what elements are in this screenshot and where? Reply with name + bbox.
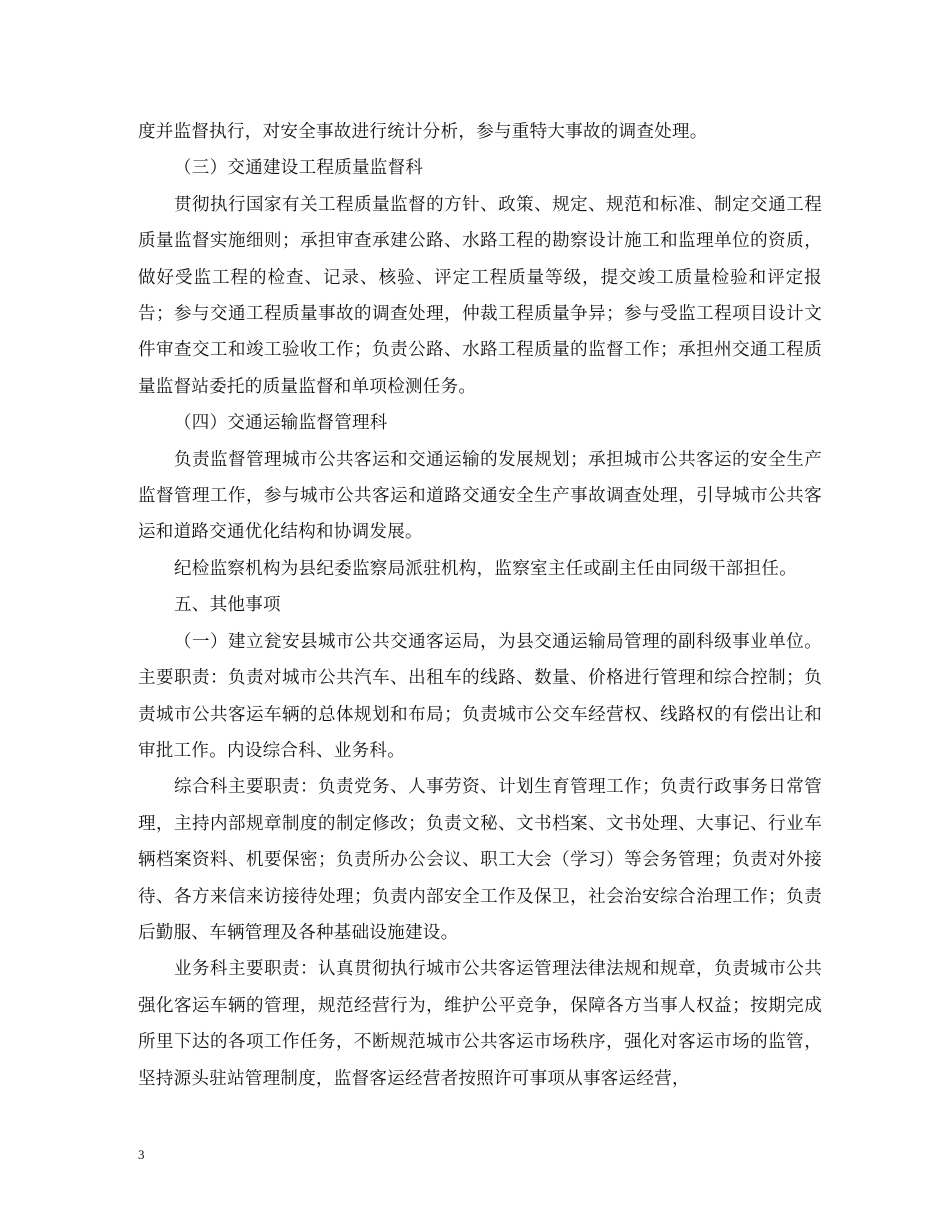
paragraph-quality-supervision-duties: 贯彻执行国家有关工程质量监督的方针、政策、规定、规范和标准、制定交通工程质量监督实施细则；承担审查承建公路、水路工程的勘察设计施工和监理单位的资质，做好受监工程的检查、记录、核验、评定工程质量等级，提交竣工质量检验和评定报告；参与交通工程质量事故的调查处理，仲裁工程质量争异；参与受监工程项目设计文件审查交工和竣工验收工作；负责公路、水路工程质量的监督工作；承担州交通工程质量监督站委托的质量监督和单项检测任务。 [138, 194, 822, 397]
section-heading-other-matters: 五、其他事项 [174, 595, 281, 616]
section-heading-quality-supervision: （三）交通建设工程质量监督科 [174, 158, 424, 179]
paragraph-general-section-duties: 综合科主要职责：负责党务、人事劳资、计划生育管理工作；负责行政事务日常管理，主持内部规章制度的制定修改；负责文秘、文书档案、文书处理、大事记、行业车辆档案资料、机要保密；负责所办公会议、职工大会（学习）等会务管理；负责对外接待、各方来信来访接待处理；负责内部安全工作及保卫，社会治安综合治理工作；负责后勤服、车辆管理及各种基础设施建设。 [138, 777, 822, 943]
section-heading-transport-supervision: （四）交通运输监督管理科 [174, 413, 388, 434]
paragraph-discipline-inspection: 纪检监察机构为县纪委监察局派驻机构，监察室主任或副主任由同级干部担任。 [174, 558, 797, 579]
paragraph-public-transport-bureau: （一）建立瓮安县城市公共交通客运局，为县交通运输局管理的副科级事业单位。主要职责：负责对城市公共汽车、出租车的线路、数量、价格进行管理和综合控制；负责城市公共客运车辆的总体规划和布局；负责城市公交车经营权、线路权的有偿出让和审批工作。内设综合科、业务科。 [138, 631, 822, 761]
paragraph-business-section-duties: 业务科主要职责：认真贯彻执行城市公共客运管理法律法规和规章，负责城市公共强化客运车辆的管理，规范经营行为，维护公平竞争，保障各方当事人权益；按期完成所里下达的各项工作任务，不断规范城市公共客运市场秩序，强化对客运市场的监管，坚持源头驻站管理制度，监督客运经营者按照许可事项从事客运经营， [138, 959, 822, 1089]
paragraph-transport-supervision-duties: 负责监督管理城市公共客运和交通运输的发展规划；承担城市公共客运的安全生产监督管理工作，参与城市公共客运和道路交通安全生产事故调查处理，引导城市公共客运和道路交通优化结构和协调发展。 [138, 449, 822, 543]
document-body [138, 114, 822, 1097]
page-number: 3 [138, 1147, 145, 1162]
paragraph-continuation: 度并监督执行，对安全事故进行统计分析，参与重特大事故的调查处理。 [138, 122, 708, 142]
